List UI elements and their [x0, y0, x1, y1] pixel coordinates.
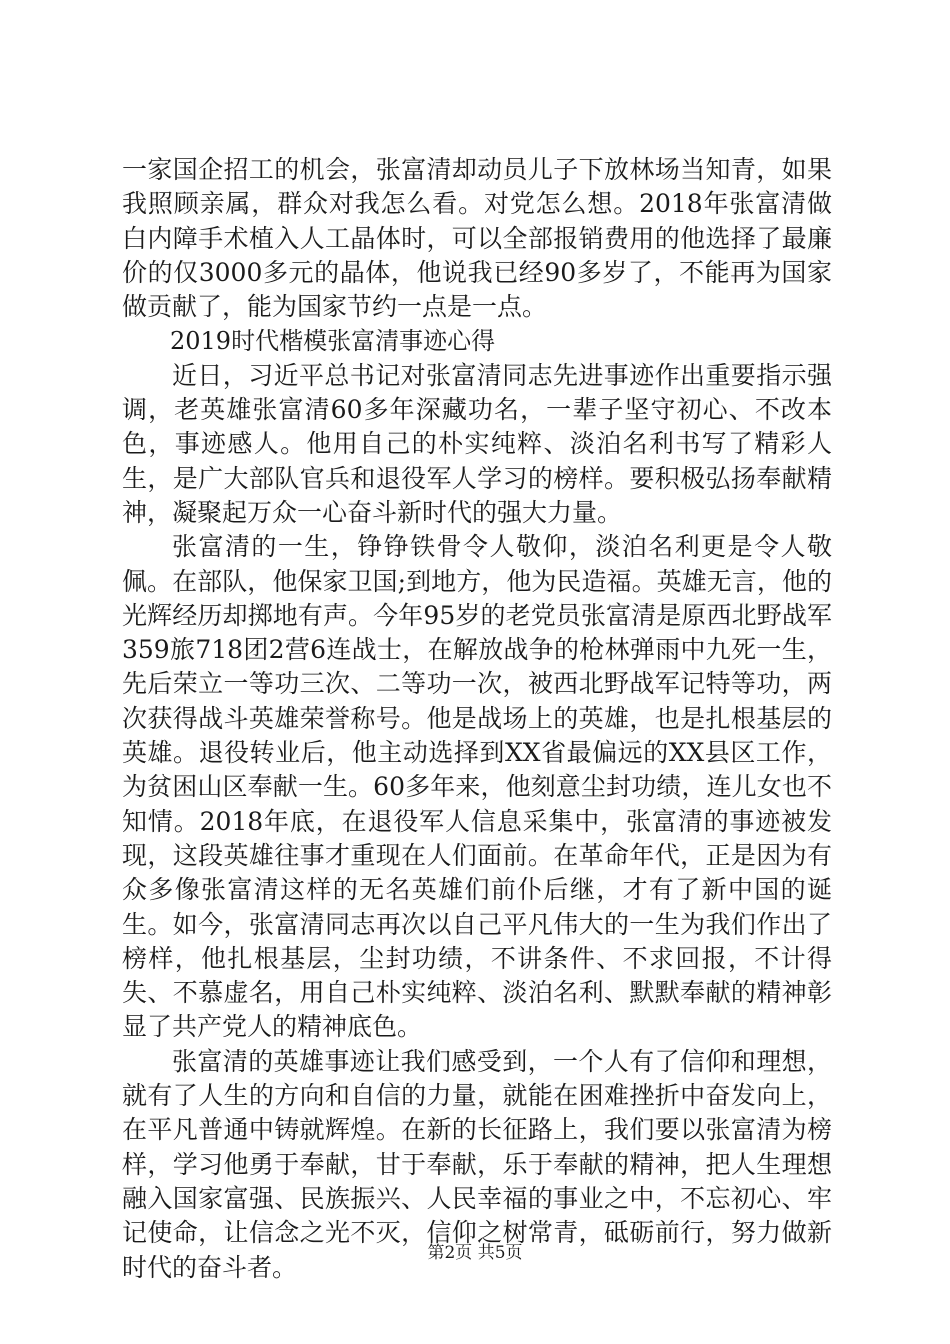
section-heading: 2019时代楷模张富清事迹心得 — [170, 327, 496, 356]
paragraph-biography: 张富清的一生，铮铮铁骨令人敬仰，淡泊名利更是令人敬佩。在部队，他保家卫国;到地方，他为民造福。英雄无言，他的光辉经历却掷地有声。今年95岁的老党员张富清是原西北野战军359旅718团2营6连战士，在解放战争的枪林弹雨中九死一生，先后荣立一等功三次、二等功一次，被西北野战军记特等功，两次获得战斗英雄荣誉称号。他是战场上的英雄，也是扎根基层的英雄。退役转业后，他主动选择到XX省最偏远的XX县区工作，为贫困山区奉献一生。60多年来，他刻意尘封功绩，连儿女也不知情。2018年底，在退役军人信息采集中，张富清的事迹被发现，这段英雄往事才重现在人们面前。在革命年代，正是因为有众多像张富清这样的无名英雄们前仆后继，才有了新中国的诞生。如今，张富清同志再次以自己平凡伟大的一生为我们作出了榜样，他扎根基层，尘封功绩，不讲条件、不求回报，不计得失、不慕虚名，用自己朴实纯粹、淡泊名利、默默奉献的精神彰显了共产党人的精神底色。 — [122, 532, 832, 1042]
continued-paragraph: 一家国企招工的机会，张富清却动员儿子下放林场当知青，如果我照顾亲属，群众对我怎么看。对党怎么想。2018年张富清做白内障手术植入人工晶体时，可以全部报销费用的他选择了最廉价的仅3000多元的晶体，他说我已经90多岁了，不能再为国家做贡献了，能为国家节约一点是一点。 — [122, 155, 832, 322]
paragraph-reflection: 张富清的英雄事迹让我们感受到，一个人有了信仰和理想，就有了人生的方向和自信的力量，就能在困难挫折中奋发向上，在平凡普通中铸就辉煌。在新的长征路上，我们要以张富清为榜样，学习他勇于奉献，甘于奉献，乐于奉献的精神，把人生理想融入国家富强、民族振兴、人民幸福的事业之中，不忘初心、牢记使命，让信念之光不灭，信仰之树常青，砥砺前行，努力做新时代的奋斗者。 — [122, 1046, 832, 1282]
paragraph-intro: 近日，习近平总书记对张富清同志先进事迹作出重要指示强调，老英雄张富清60多年深藏功名，一辈子坚守初心、不改本色，事迹感人。他用自己的朴实纯粹、淡泊名利书写了精彩人生，是广大部队官兵和退役军人学习的榜样。要积极弘扬奉献精神，凝聚起万众一心奋斗新时代的强大力量。 — [122, 360, 832, 527]
document-body — [122, 153, 832, 1285]
page-number-footer: 第2页 共5页 — [427, 1243, 523, 1263]
